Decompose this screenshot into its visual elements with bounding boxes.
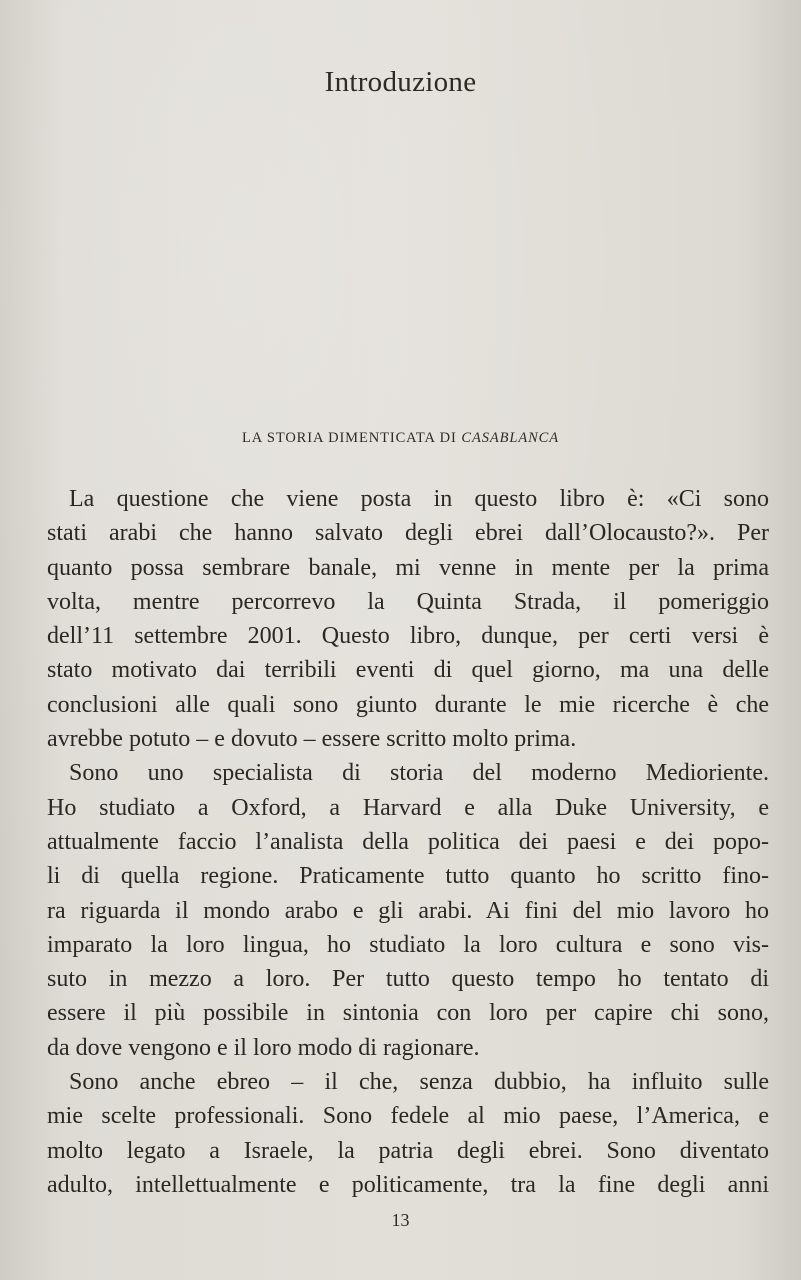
text-line: dell’11 settembre 2001. Questo libro, dunque, per certi versi è bbox=[47, 623, 769, 650]
section-heading-text: LA STORIA DIMENTICATA DI bbox=[242, 430, 457, 446]
chapter-title: Introduzione bbox=[324, 66, 477, 98]
section-heading-italic: CASABLANCA bbox=[461, 430, 559, 446]
page-number: 13 bbox=[391, 1210, 410, 1230]
text-line: ra riguarda il mondo arabo e gli arabi. Ai fini del mio lavoro ho bbox=[47, 897, 769, 924]
text-line: conclusioni alle quali sono giunto durante le mie ricerche è che bbox=[47, 691, 769, 718]
text-line: mie scelte professionali. Sono fedele al mio paese, l’America, e bbox=[47, 1103, 769, 1130]
text-line: volta, mentre percorrevo la Quinta Strada, il pomeriggio bbox=[47, 588, 769, 615]
text-line: da dove vengono e il loro modo di ragionare. bbox=[47, 1034, 480, 1061]
text-line: suto in mezzo a loro. Per tutto questo tempo ho tentato di bbox=[47, 966, 769, 993]
text-line: avrebbe potuto – e dovuto – essere scritto molto prima. bbox=[47, 726, 577, 753]
text-line: Ho studiato a Oxford, a Harvard e alla Duke University, e bbox=[47, 794, 769, 821]
text-line: li di quella regione. Praticamente tutto quanto ho scritto fino- bbox=[47, 863, 769, 890]
text-line: attualmente faccio l’analista della politica dei paesi e dei popo- bbox=[47, 828, 769, 855]
text-line: Sono uno specialista di storia del moderno Medioriente. bbox=[69, 760, 769, 787]
paragraph bbox=[47, 1065, 769, 1202]
text-line: La questione che viene posta in questo libro è: «Ci sono bbox=[69, 486, 769, 512]
body-text bbox=[47, 482, 769, 1202]
paragraph bbox=[47, 482, 769, 756]
text-line: imparato la loro lingua, ho studiato la loro cultura e sono vis- bbox=[47, 931, 769, 958]
text-line: molto legato a Israele, la patria degli ebrei. Sono diventato bbox=[47, 1137, 769, 1164]
section-heading bbox=[0, 430, 801, 447]
text-line: adulto, intellettualmente e politicamente, tra la fine degli anni bbox=[47, 1171, 769, 1198]
text-line: stati arabi che hanno salvato degli ebrei dall’Olocausto?». Per bbox=[47, 520, 769, 547]
text-line: essere il più possibile in sintonia con loro per capire chi sono, bbox=[47, 1000, 769, 1027]
text-line: Sono anche ebreo – il che, senza dubbio, ha influito sulle bbox=[69, 1069, 769, 1096]
text-line: stato motivato dai terribili eventi di quel giorno, ma una delle bbox=[47, 657, 769, 684]
paragraph bbox=[47, 756, 769, 1065]
text-line: quanto possa sembrare banale, mi venne in mente per la prima bbox=[47, 554, 769, 581]
